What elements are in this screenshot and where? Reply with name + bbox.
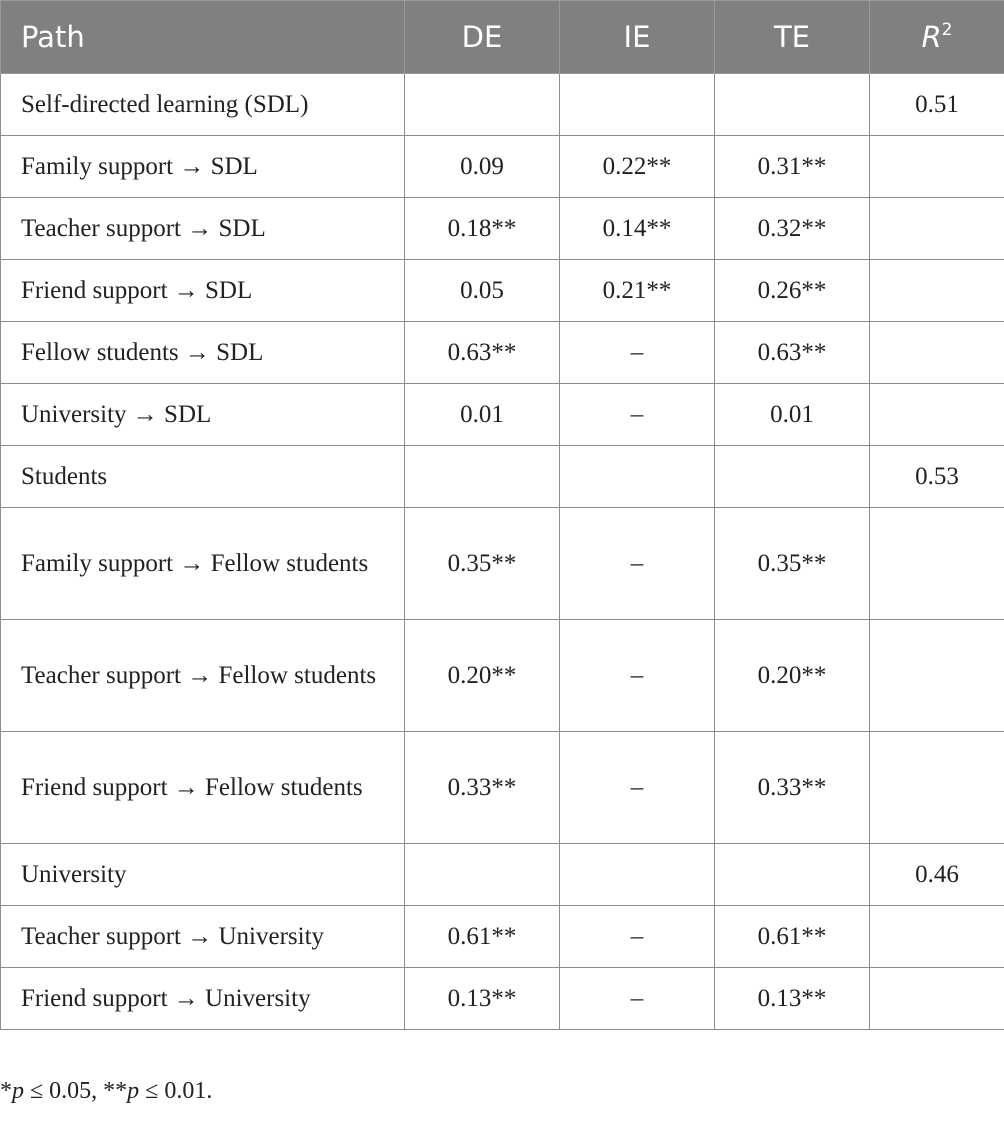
cell-ie: – xyxy=(560,732,715,844)
cell-de: 0.13** xyxy=(405,968,560,1030)
cell-te: 0.26** xyxy=(715,260,870,322)
header-r2-letter: R xyxy=(921,20,942,54)
cell-ie: 0.22** xyxy=(560,136,715,198)
cell-ie: – xyxy=(560,906,715,968)
cell-r2: 0.53 xyxy=(870,446,1004,508)
cell-r2 xyxy=(870,508,1004,620)
footnote-threshold-01: ≤ 0.01. xyxy=(139,1078,213,1104)
cell-path: Family support → Fellow students xyxy=(1,508,405,620)
table-row xyxy=(1,732,1004,844)
cell-te: 0.13** xyxy=(715,968,870,1030)
footnote-threshold-05: ≤ 0.05, xyxy=(24,1078,104,1104)
cell-te: 0.63** xyxy=(715,322,870,384)
cell-te: 0.01 xyxy=(715,384,870,446)
significance-footnote xyxy=(0,1078,212,1105)
cell-r2 xyxy=(870,198,1004,260)
table-row xyxy=(1,446,1004,508)
cell-de: 0.05 xyxy=(405,260,560,322)
cell-path: Teacher support → SDL xyxy=(1,198,405,260)
table-body xyxy=(1,74,1004,1030)
table-row xyxy=(1,968,1004,1030)
cell-r2 xyxy=(870,732,1004,844)
table-row xyxy=(1,260,1004,322)
cell-r2 xyxy=(870,620,1004,732)
cell-de xyxy=(405,844,560,906)
cell-ie: 0.21** xyxy=(560,260,715,322)
table-row xyxy=(1,384,1004,446)
cell-path: Teacher support → Fellow students xyxy=(1,620,405,732)
cell-de: 0.18** xyxy=(405,198,560,260)
cell-de: 0.20** xyxy=(405,620,560,732)
cell-te: 0.61** xyxy=(715,906,870,968)
cell-te xyxy=(715,74,870,136)
cell-ie: – xyxy=(560,508,715,620)
cell-path: Friend support → Fellow students xyxy=(1,732,405,844)
table-row xyxy=(1,198,1004,260)
cell-r2 xyxy=(870,260,1004,322)
header-path: Path xyxy=(1,1,405,74)
cell-te: 0.35** xyxy=(715,508,870,620)
cell-ie: 0.14** xyxy=(560,198,715,260)
header-r2 xyxy=(870,1,1004,74)
cell-ie xyxy=(560,74,715,136)
cell-te: 0.31** xyxy=(715,136,870,198)
cell-ie: – xyxy=(560,968,715,1030)
cell-path: Friend support → SDL xyxy=(1,260,405,322)
cell-de: 0.09 xyxy=(405,136,560,198)
cell-r2 xyxy=(870,906,1004,968)
cell-ie: – xyxy=(560,384,715,446)
table-row xyxy=(1,906,1004,968)
cell-de: 0.35** xyxy=(405,508,560,620)
cell-de: 0.61** xyxy=(405,906,560,968)
table-header xyxy=(1,1,1004,74)
header-te: TE xyxy=(715,1,870,74)
cell-ie xyxy=(560,844,715,906)
cell-r2 xyxy=(870,136,1004,198)
cell-de: 0.63** xyxy=(405,322,560,384)
cell-te: 0.20** xyxy=(715,620,870,732)
cell-te xyxy=(715,446,870,508)
cell-path: Teacher support → University xyxy=(1,906,405,968)
cell-te xyxy=(715,844,870,906)
footnote-p-symbol: p xyxy=(12,1078,24,1104)
header-de: DE xyxy=(405,1,560,74)
footnote-p-symbol: p xyxy=(127,1078,140,1104)
table-row xyxy=(1,508,1004,620)
table-row xyxy=(1,322,1004,384)
cell-r2 xyxy=(870,384,1004,446)
cell-ie: – xyxy=(560,322,715,384)
table-row xyxy=(1,136,1004,198)
table-row xyxy=(1,74,1004,136)
cell-r2: 0.51 xyxy=(870,74,1004,136)
cell-te: 0.32** xyxy=(715,198,870,260)
cell-path: Students xyxy=(1,446,405,508)
cell-path: University xyxy=(1,844,405,906)
table-row xyxy=(1,844,1004,906)
cell-de xyxy=(405,74,560,136)
footnote-star-double: ** xyxy=(103,1078,128,1104)
table-row xyxy=(1,620,1004,732)
footnote-star-single: * xyxy=(0,1078,12,1104)
cell-ie xyxy=(560,446,715,508)
cell-de: 0.01 xyxy=(405,384,560,446)
cell-path: Family support → SDL xyxy=(1,136,405,198)
header-r2-superscript: 2 xyxy=(941,20,953,40)
cell-r2 xyxy=(870,968,1004,1030)
header-ie: IE xyxy=(560,1,715,74)
cell-path: Self-directed learning (SDL) xyxy=(1,74,405,136)
cell-r2: 0.46 xyxy=(870,844,1004,906)
cell-de: 0.33** xyxy=(405,732,560,844)
cell-r2 xyxy=(870,322,1004,384)
cell-de xyxy=(405,446,560,508)
cell-path: Fellow students → SDL xyxy=(1,322,405,384)
cell-ie: – xyxy=(560,620,715,732)
cell-path: Friend support → University xyxy=(1,968,405,1030)
cell-te: 0.33** xyxy=(715,732,870,844)
cell-path: University → SDL xyxy=(1,384,405,446)
header-row xyxy=(1,1,1004,74)
